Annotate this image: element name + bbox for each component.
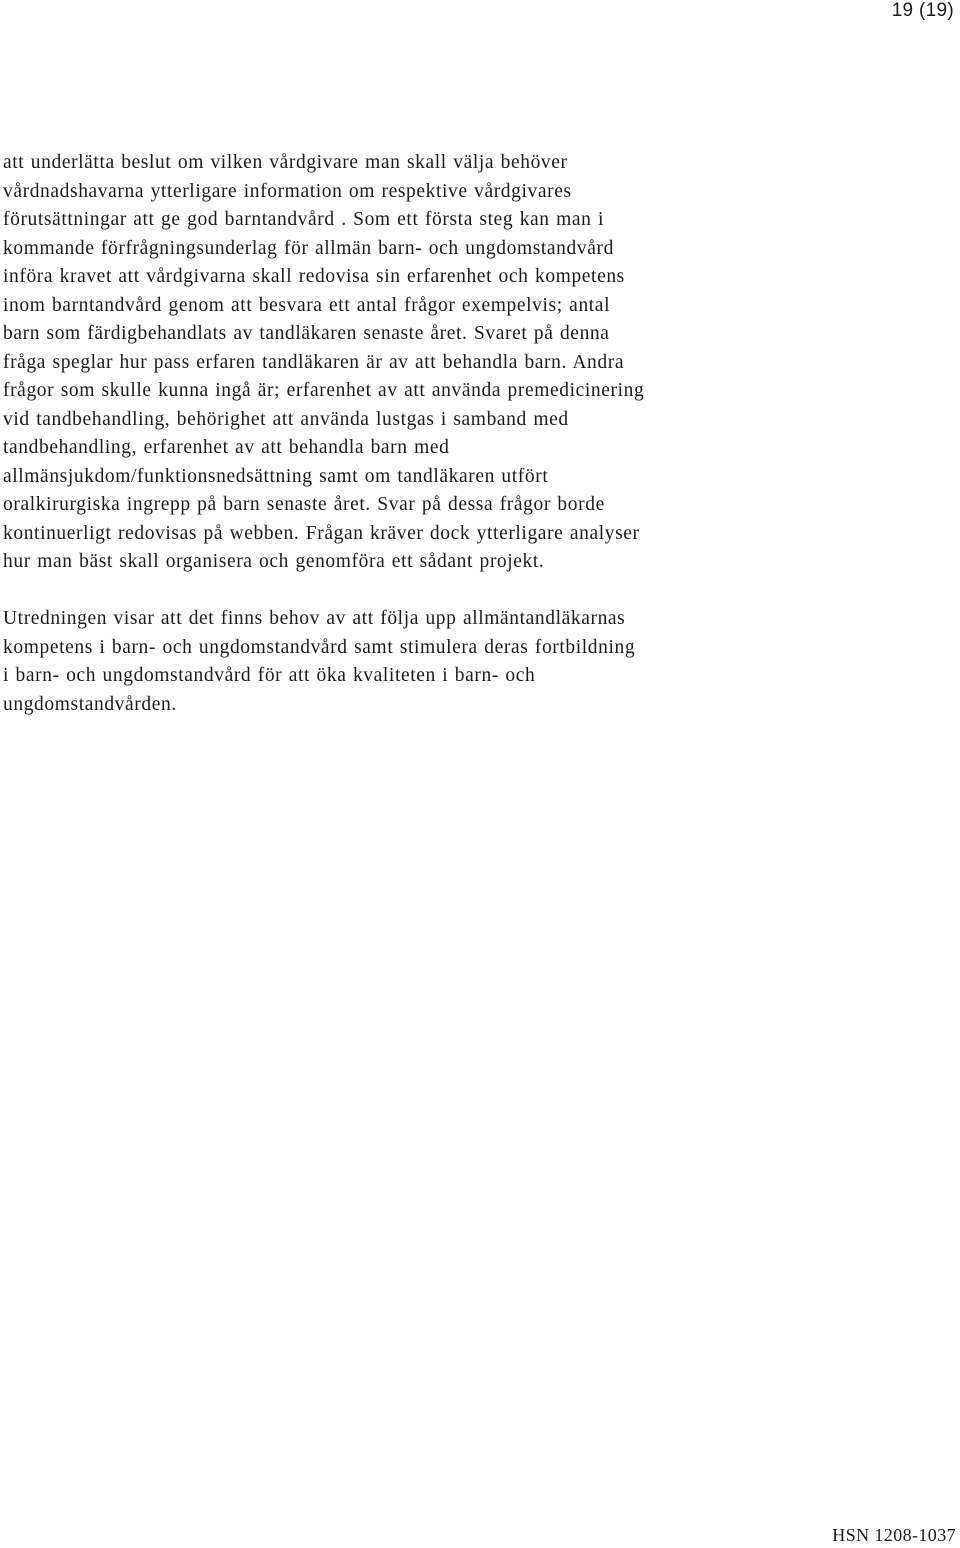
paragraph-2 — [3, 605, 763, 719]
paragraph-spacer — [3, 577, 763, 606]
text-line: kontinuerligt redovisas på webben. Frågan kräver dock ytterligare analyser — [3, 522, 640, 544]
text-line: allmänsjukdom/funktionsnedsättning samt om tandläkaren utfört — [3, 465, 549, 487]
text-line: Utredningen visar att det finns behov av att följa upp allmäntandläkarnas — [3, 608, 626, 629]
text-line: ungdomstandvården. — [3, 693, 177, 715]
page-number: 19 (19) — [891, 0, 954, 21]
text-line: vid tandbehandling, behörighet att använda lustgas i samband med — [3, 408, 569, 430]
paragraph-1 — [3, 149, 763, 577]
text-line: frågor som skulle kunna ingå är; erfarenhet av att använda premedicinering — [3, 380, 645, 401]
text-line: införa kravet att vårdgivarna skall redovisa sin erfarenhet och kompetens — [3, 266, 625, 287]
text-line: tandbehandling, erfarenhet av att behandla barn med — [3, 437, 450, 458]
text-line: kommande förfrågningsunderlag för allmän barn- och ungdomstandvård — [3, 237, 614, 259]
text-line: barn som färdigbehandlats av tandläkaren senaste året. Svaret på denna — [3, 323, 610, 344]
text-line: förutsättningar att ge god barntandvård . Som ett första steg kan man i — [3, 209, 604, 230]
document-body — [3, 149, 763, 719]
text-line: oralkirurgiska ingrepp på barn senaste året. Svar på dessa frågor borde — [3, 494, 605, 515]
footer-issn: HSN 1208-1037 — [832, 1525, 956, 1545]
text-line: hur man bäst skall organisera och genomföra ett sådant projekt. — [3, 551, 545, 572]
text-line: att underlätta beslut om vilken vårdgivare man skall välja behöver — [3, 152, 568, 173]
text-line: inom barntandvård genom att besvara ett antal frågor exempelvis; antal — [3, 294, 611, 316]
text-line: fråga speglar hur pass erfaren tandläkaren är av att behandla barn. Andra — [3, 351, 625, 373]
text-line: vårdnadshavarna ytterligare information om respektive vårdgivares — [3, 180, 572, 202]
text-line: i barn- och ungdomstandvård för att öka kvaliteten i barn- och — [3, 665, 536, 686]
text-line: kompetens i barn- och ungdomstandvård samt stimulera deras fortbildning — [3, 636, 636, 658]
